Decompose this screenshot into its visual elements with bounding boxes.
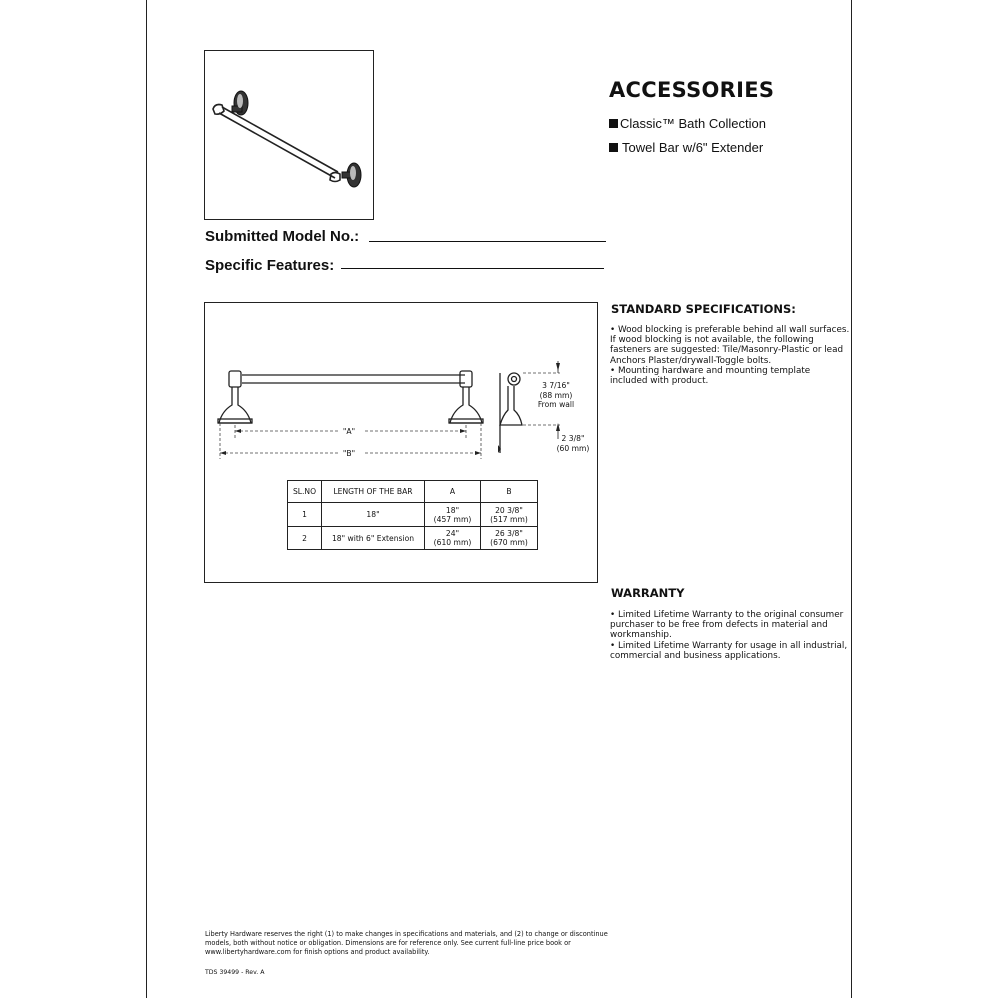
row-b: 26 3/8" (670 mm) (481, 527, 538, 550)
row-number: 2 (288, 527, 322, 550)
towel-bar-illustration (205, 51, 372, 218)
spec-line: included with product. (610, 376, 709, 387)
table-row (288, 503, 538, 527)
collection-item (609, 116, 766, 131)
disclaimer-line: Liberty Hardware reserves the right (1) to make changes in specifications and materials, and (2) to change or discontinue (205, 930, 608, 938)
header-cell: SL.NO (288, 481, 322, 503)
header-cell: A (425, 481, 481, 503)
spec-line: Anchors Plaster/drywall-Toggle bolts. (610, 355, 772, 366)
wall-depth-mm: (88 mm) (539, 390, 573, 400)
specific-features-field[interactable] (341, 268, 604, 269)
spec-line: fasteners are suggested: Tile/Masonry-Plastic or lead (610, 345, 844, 356)
specifications-heading: STANDARD SPECIFICATIONS: (611, 302, 796, 316)
row-b: 20 3/8" (517 mm) (481, 503, 538, 527)
warranty-heading: WARRANTY (611, 586, 685, 600)
row-a: 24" (610 mm) (425, 527, 481, 550)
specific-features-label: Specific Features: (205, 257, 335, 274)
collection-label: Classic™ Bath Collection (620, 116, 766, 131)
header-cell: B (481, 481, 538, 503)
model-number-field[interactable] (369, 241, 606, 242)
dimension-table (287, 480, 538, 550)
header-cell: LENGTH OF THE BAR (322, 481, 425, 503)
base-size-mm: (60 mm) (556, 443, 590, 453)
wall-depth-inches: 3 7/16" (542, 381, 570, 390)
base-size-inches: 2 3/8" (561, 434, 585, 443)
dimension-a-label: "A" (342, 427, 356, 436)
model-number-label: Submitted Model No.: (205, 228, 360, 245)
row-a: 18" (457 mm) (425, 503, 481, 527)
dimension-b-label: "B" (342, 449, 356, 458)
spec-line: • Mounting hardware and mounting template (610, 365, 811, 376)
wall-depth-label (530, 381, 582, 410)
table-header-row (288, 481, 538, 503)
warranty-line: • Limited Lifetime Warranty to the original consumer (610, 610, 844, 620)
page-title: ACCESSORIES (609, 78, 775, 102)
spec-line: • Wood blocking is preferable behind all wall surfaces. (610, 325, 850, 335)
base-size-label (552, 434, 594, 453)
disclaimer-line: www.libertyhardware.com for finish options and product availability. (205, 947, 430, 956)
specifications-text (610, 325, 850, 386)
disclaimer-line: models, both without notice or obligation. Dimensions are for reference only. See current full-line price book or (205, 938, 571, 947)
row-number: 1 (288, 503, 322, 527)
warranty-line: purchaser to be free from defects in material and (610, 620, 828, 631)
document-revision: TDS 39499 - Rev. A (205, 969, 265, 976)
row-length: 18" with 6" Extension (322, 527, 425, 550)
warranty-line: workmanship. (610, 630, 672, 641)
warranty-line: commercial and business applications. (610, 650, 781, 661)
square-bullet-icon (609, 143, 618, 152)
warranty-text (610, 610, 850, 661)
row-length: 18" (322, 503, 425, 527)
legal-disclaimer (205, 930, 655, 956)
product-label: Towel Bar w/6" Extender (622, 140, 764, 155)
wall-depth-note: From wall (537, 400, 575, 409)
warranty-line: • Limited Lifetime Warranty for usage in all industrial, (610, 640, 848, 651)
product-item (609, 140, 763, 155)
table-row (288, 527, 538, 550)
product-photo (204, 50, 374, 220)
square-bullet-icon (609, 119, 618, 128)
spec-line: If wood blocking is not available, the following (610, 335, 814, 346)
